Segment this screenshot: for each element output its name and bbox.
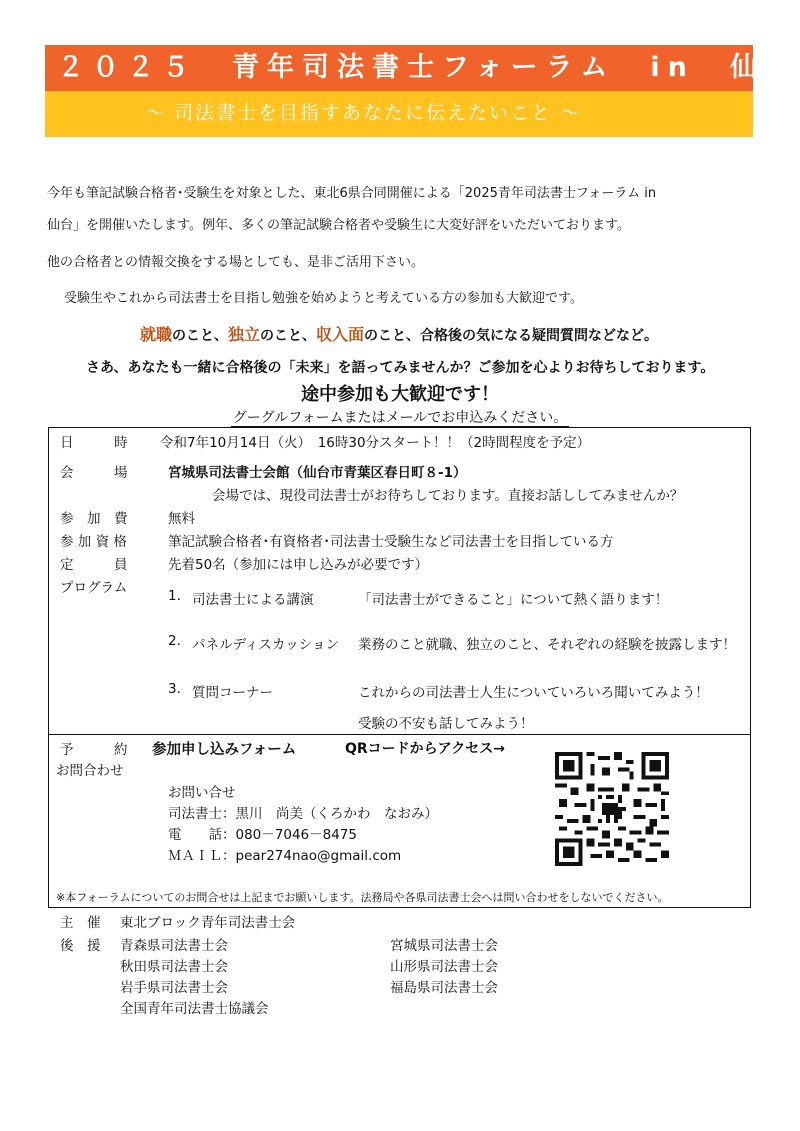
phone-label: 電 話： [168,827,236,843]
apply-note-text: グーグルフォームまたはメールでお申込みください。 [232,410,568,426]
program-title: 司法書士による講演 [192,592,314,608]
highlight-text: のこと、合格後の気になる疑問質問などなど。 [364,328,659,344]
phone-row [168,823,357,843]
program-title: 質問コーナー [192,685,273,701]
eligibility-value: 筆記試験合格者･有資格者･司法書士受験生など司法書士を目指している方 [168,534,614,550]
intro-line: 今年も筆記試験合格者･受験生を対象とした、東北6県合同開催による「2025青年司法書士フォーラム in [47,186,657,201]
intro-line: 受験生やこれから司法書士を目指し勉強を始めようと考えている方の参加も大歓迎です。 [64,291,583,306]
program-desc: これからの司法書士人生についていろいろ聞いてみよう！ [358,685,709,701]
venue-note: 会場では、現役司法書士がお待ちしております。直接お話ししてみませんか？ [212,488,684,504]
supporter-name: 全国青年司法書士協議会 [120,1001,269,1017]
signup-form-title: 参加申し込みフォーム [152,742,297,758]
mail-row [168,844,401,864]
program-number: 3. [168,681,181,697]
supporter-name: 岩手県司法書士会 [120,980,228,996]
mail-address[interactable]: pear274nao@gmail.com [235,848,402,864]
page-subtitle: ～ 司法書士を目指すあなたに伝えたいこと ～ [45,91,753,137]
host-name: 東北ブロック青年司法書士会 [120,915,296,931]
highlight-text: のこと、 [260,328,317,344]
highlight-topics [140,322,658,345]
host-label: 主 催 [60,915,101,931]
invitation-text: さあ、あなたも一緒に合格後の「未来」を語ってみませんか？ご参加を心よりお待ちしております。 [86,360,715,376]
program-desc: 「司法書士ができること」について熱く語ります！ [358,592,669,608]
contact-person: 司法書士：黒川 尚美（くろかわ なおみ） [168,806,438,822]
intro-line: 他の合格者との情報交換をする場としても、是非ご活用下さい。 [47,255,425,270]
supporter-name: 山形県司法書士会 [390,959,498,975]
venue-value: 宮城県司法書士会館（仙台市青葉区春日町８‐1） [168,465,467,481]
program-desc: 業務のこと就職、独立のこと、それぞれの経験を披露します！ [358,637,736,653]
capacity-value: 先着50名（参加には申し込みが必要です） [168,557,429,573]
keyword-income: 収入面 [316,325,365,344]
date-label: 日 時 [60,435,128,451]
venue-label: 会 場 [60,465,128,481]
fee-value: 無料 [168,511,195,527]
keyword-independence: 独立 [228,325,261,344]
program-number: 1. [168,588,181,604]
divider [48,734,751,735]
support-label: 後 援 [60,938,101,954]
program-title: パネルディスカッション [192,637,340,653]
disclaimer: ※本フォーラムについてのお問合せは上記までお願いします。法務局や各県司法書士会へは問い合わせをしないでください。 [56,891,669,904]
inquiry-heading: お問い合せ [168,785,236,801]
program-extra: 受験の不安も話してみよう！ [358,716,534,732]
program-number: 2. [168,633,181,649]
welcome-text: 途中参加も大歓迎です！ [301,384,499,405]
keyword-employment: 就職 [140,325,173,344]
mail-label: ＭＡＩＬ： [168,848,236,864]
capacity-label: 定 員 [60,557,128,573]
supporter-name: 秋田県司法書士会 [120,959,228,975]
fee-label: 参 加 費 [60,511,128,527]
supporter-name: 宮城県司法書士会 [390,938,498,954]
page-title: ２０２５ 青年司法書士フォーラム in 仙台 [45,45,753,91]
supporter-name: 青森県司法書士会 [120,938,228,954]
qr-code-icon[interactable] [555,752,669,866]
inquiry-label: お問合わせ [56,763,124,779]
supporter-name: 福島県司法書士会 [390,980,498,996]
apply-note [0,407,800,427]
qr-note: QRコードからアクセス→ [345,741,505,757]
date-value: 令和7年10月14日（火） 16時30分スタート！！（2時間程度を予定） [160,435,591,451]
intro-line: 仙台」を開催いたします。例年、多くの筆記試験合格者や受験生に大変好評をいただいております。 [47,218,630,233]
eligibility-label: 参 加 資 格 [60,534,127,550]
program-label: プログラム [60,580,128,596]
phone-number[interactable]: 080－7046－8475 [235,827,357,843]
highlight-text: のこと、 [172,328,229,344]
reservation-label: 予 約 [60,742,128,758]
